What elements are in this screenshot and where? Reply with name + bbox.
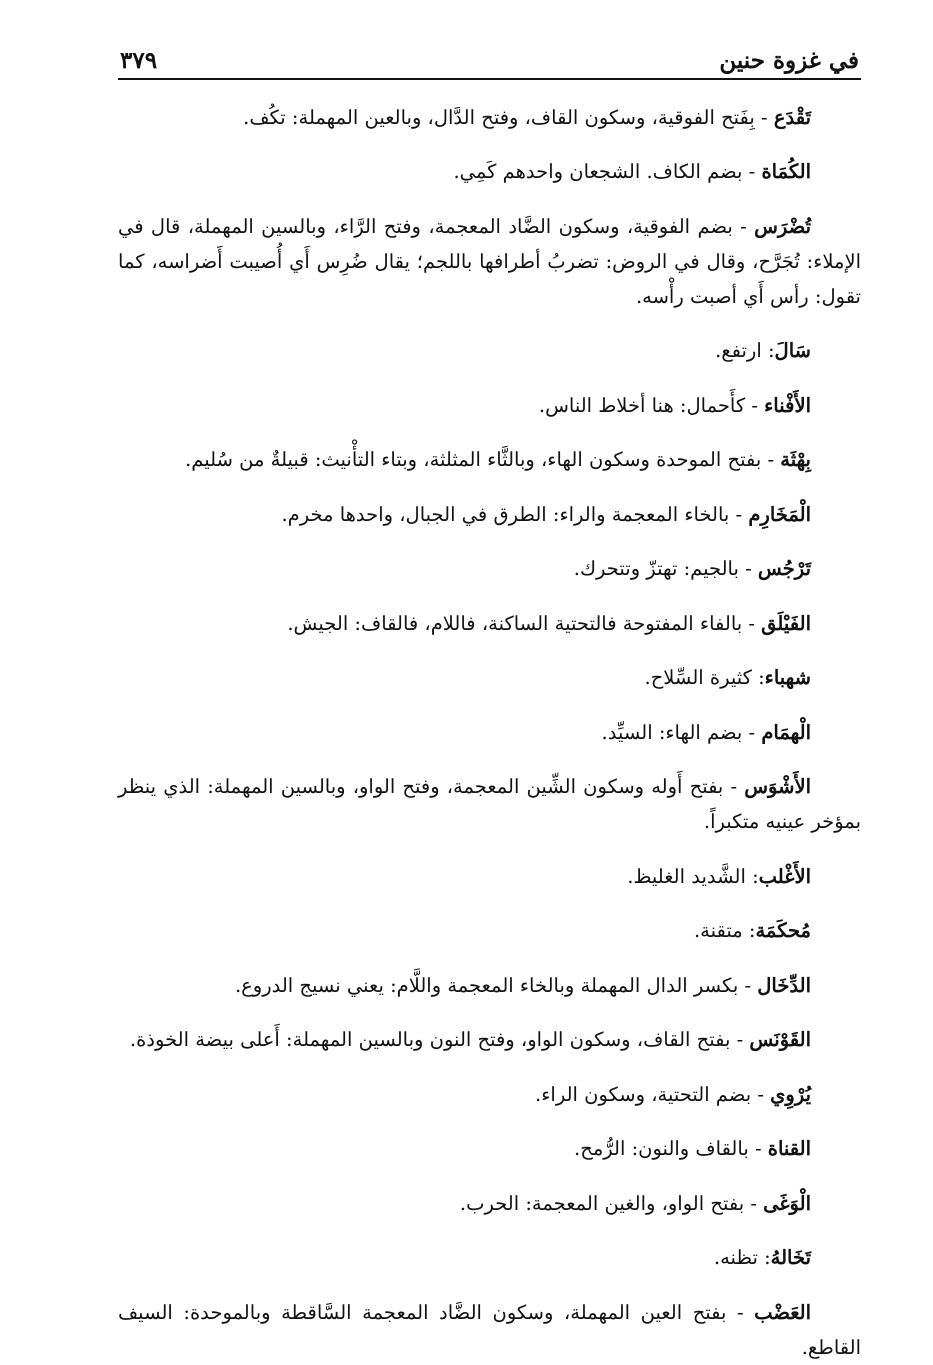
entry-definition: - بفتح القاف، وسكون الواو، وفتح النون وبالسين المهملة: أَعلى بيضة الخوذة. [129,1028,750,1051]
glossary-entry [118,1131,861,1166]
glossary-entry [118,442,861,477]
glossary-entry [118,606,861,641]
glossary-entry [118,1186,861,1221]
entry-term: الأَشْوَس [744,775,811,798]
entry-definition: - بفتح الواو، والغين المعجمة: الحرب. [459,1191,764,1215]
entry-term: القناة [767,1137,811,1160]
book-page [118,40,861,1360]
entry-definition: : الشَّديد الغليظ. [627,864,759,888]
entry-term: تَرْجُس [757,557,811,580]
entry-term: يُرْوِي [770,1082,811,1106]
entry-definition: - بفتح أَوله وسكون الشِّين المعجمة، وفتح الواو، وبالسين المهملة: الذي ينظر بمؤخر عينيه متكبراً. [118,775,861,833]
glossary-entry [118,1022,861,1057]
entry-definition: : تظنه. [713,1246,771,1269]
entry-definition: : ارتفع. [715,339,775,362]
entry-definition: - كأَحمال: هنا أخلاط الناس. [538,393,765,417]
glossary-entry [118,1295,861,1365]
entry-definition: - بالجيم: تهتزّ وتتحرك. [573,557,758,580]
glossary-entry [118,968,861,1003]
glossary-entry [118,551,861,586]
entry-definition: - بكسر الدال المهملة وبالخاء المعجمة واللَّام: يعني نسيج الدروع. [234,973,758,997]
entry-term: الفَيْلَق [761,611,811,635]
entry-term: الكُمَاة [761,160,811,183]
glossary-entry [118,497,861,532]
entry-definition: - بفتح الموحدة وسكون الهاء، وبالثَّاء المثلثة، وبتاء التأْنيث: قبيلةٌ من سُليم. [185,448,781,471]
entry-definition: - بضم الفوقية، وسكون الضَّاد المعجمة، وفتح الرَّاء، وبالسين المهملة، قال في الإملاء: تُجَرَّح، وقال في الروض: تضربُ أطرافها باللجم؛ يقال ضُرِس أَي أُصيبت أَضراسه، كما تقول: رأس أَي أصبت رأْسه. [118,214,861,308]
running-header [118,40,861,80]
entry-term: سَالَ [774,339,811,362]
glossary-entry [118,769,861,839]
entry-term: الأَغْلب [758,864,811,888]
entry-term: الْوَغَى [763,1191,811,1215]
entry-term: العَضْب [754,1300,811,1324]
entry-term: الْهمَام [761,720,811,744]
glossary-entry [118,715,861,750]
glossary-entry [118,1077,861,1112]
entry-definition: : كثيرة السِّلاح. [644,666,765,689]
entry-definition: - بِفَتح الفوقية، وسكون القاف، وفتح الدَّال، وبالعين المهملة: تكُف. [243,105,774,129]
page-number: ٣٧٩ [120,47,158,74]
entry-term: مُحكَمَة [755,919,811,942]
glossary-entry [118,913,861,948]
entry-term: تُضْرَس [754,214,811,238]
entry-term: تَقْدَع [773,105,811,129]
entry-definition: - بضم الكاف. الشجعان واحدهم كَمِي. [453,160,762,183]
glossary-entry [118,333,861,368]
glossary-entry [118,1240,861,1275]
entry-definition: - بالقاف والنون: الرُّمح. [574,1137,768,1160]
glossary-entries [118,100,861,1365]
entry-definition: - بالخاء المعجمة والراء: الطرق في الجبال، واحدها مخرم. [281,502,749,526]
entry-term: القَوْنَس [749,1028,811,1051]
glossary-entry [118,100,861,135]
entry-definition: - بضم الهاء: السيِّد. [601,720,762,744]
entry-term: الْمَخَارِم [748,502,811,526]
glossary-entry [118,660,861,695]
glossary-entry [118,859,861,894]
glossary-entry [118,388,861,423]
glossary-entry [118,154,861,189]
entry-term: الدِّخَال [757,973,811,997]
entry-term: بِهْثَة [780,448,811,471]
chapter-title: في غزوة حنين [719,47,859,74]
glossary-entry [118,209,861,314]
entry-definition: - بضم التحتية، وسكون الراء. [535,1082,771,1106]
entry-definition: - بفتح العين المهملة، وسكون الضَّاد المعجمة السَّاقطة وبالموحدة: السيف القاطع. [118,1300,861,1359]
entry-definition: - بالفاء المفتوحة فالتحتية الساكنة، فاللام، فالقاف: الجيش. [287,611,762,635]
entry-term: الأَفْناء [764,393,811,417]
entry-term: تَخَالهُ [770,1246,811,1269]
entry-definition: : متقنة. [693,919,756,942]
entry-term: شهباء [764,666,811,689]
